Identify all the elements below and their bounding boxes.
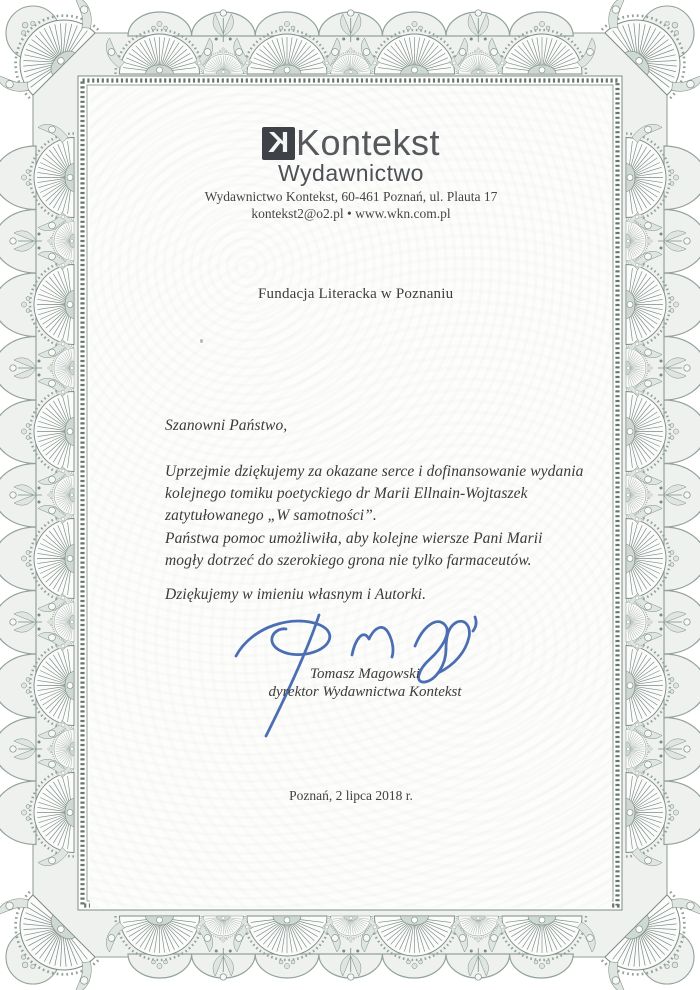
logo-subtitle: Wydawnictwo — [278, 160, 424, 186]
publisher-contact: kontekst2@o2.pl • www.wkn.com.pl — [251, 206, 451, 221]
logo-mark — [262, 127, 295, 160]
publisher-logo — [90, 122, 612, 163]
recipient-line: Fundacja Literacka w Poznaniu — [258, 286, 454, 302]
signer-name: Tomasz Magowski — [310, 666, 420, 682]
logo-name: Kontekst — [295, 122, 441, 163]
publisher-address: Wydawnictwo Kontekst, 60-461 Poznań, ul. Plauta 17 — [204, 189, 498, 204]
salutation: Szanowni Państwo, — [165, 417, 288, 434]
logo-mark-letter: K — [267, 126, 289, 159]
letter-sheet — [90, 86, 612, 908]
paragraph-2-line-1: Państwa pomoc umożliwiła, aby kolejne wiersze Pani Marii — [165, 530, 543, 547]
dateline: Poznań, 2 lipca 2018 r. — [289, 788, 413, 803]
paragraph-2 — [165, 528, 543, 572]
paragraph-2-line-2: mogły dotrzeć do szerokiego grona nie tylko farmaceutów. — [165, 551, 532, 569]
closing-line: Dziękujemy w imieniu własnym i Autorki. — [165, 586, 427, 603]
signer-title: dyrektor Wydawnictwa Kontekst — [268, 684, 462, 700]
paragraph-1-line-2: kolejnego tomiku poetyckiego dr Marii Ellnain-Wojtaszek — [165, 484, 528, 502]
paragraph-1-line-1: Uprzejmie dziękujemy za okazane serce i dofinansowanie wydania — [165, 463, 584, 480]
paragraph-1-line-3: zatytułowanego „W samotności”. — [165, 506, 377, 524]
paragraph-1 — [165, 461, 583, 526]
scan-speck — [200, 339, 203, 343]
